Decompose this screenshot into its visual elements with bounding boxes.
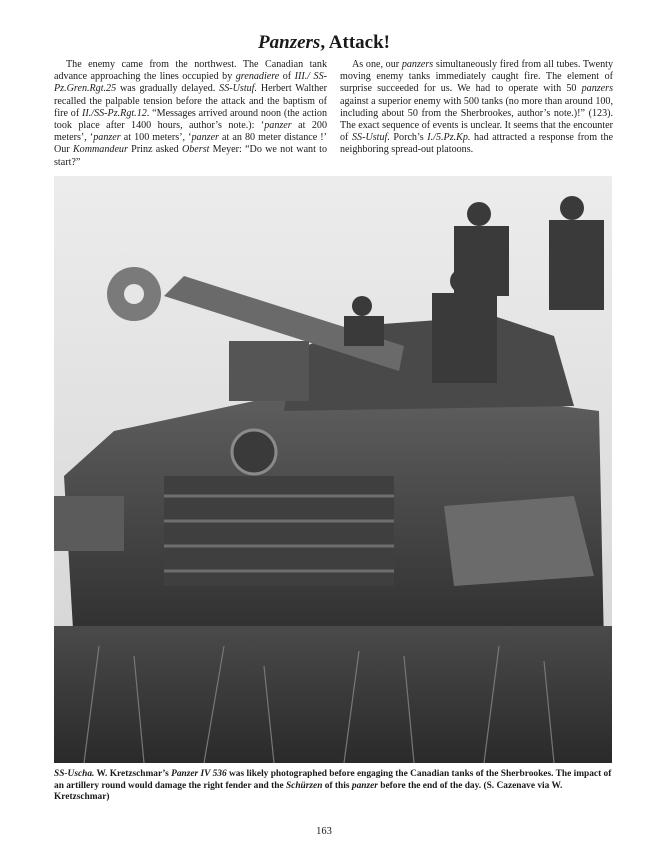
caption-run: before the end of the day. (S. Cazenave via W. Kretzschmar) — [54, 780, 563, 803]
left-column-run: at an 80 meter distance !’ Our — [54, 132, 327, 156]
title-italic: Panzers — [258, 32, 321, 53]
right-column-run: panzers — [581, 83, 613, 95]
caption-run: Schürzen — [285, 780, 323, 791]
left-column-run: Kommandeur — [72, 144, 128, 156]
right-column-run: simultaneously fired from all tubes. Twenty moving enemy tanks immediately caught fire. The element of surprise succeeded for us. We had to operate with 50 — [340, 59, 613, 95]
left-column-run: The enemy came from the northwest. The Canadian tank advance approaching the lines occupied by — [54, 59, 327, 83]
paragraph-right — [340, 59, 613, 157]
left-column-run: Herbert Walther recalled the palpable tension before the attack and the baptism of fire of — [54, 83, 327, 119]
left-column-run: panzer — [93, 132, 121, 144]
left-column-run: was gradually delayed. — [116, 83, 220, 95]
right-column-run: had attracted a response from the neighboring spread-out platoons. — [340, 132, 613, 156]
caption-run: of this — [322, 780, 352, 791]
left-column-run: SS-Ustuf. — [219, 83, 258, 95]
right-column-run: As one, our — [352, 59, 402, 70]
right-column-run: Porch’s — [389, 132, 428, 144]
title-rest: , Attack! — [320, 32, 390, 53]
left-column-run: of — [279, 71, 295, 83]
right-column-run: against a superior enemy with 500 tanks (no more than around 100, including about 50 from the Sherbrookes, author’s note.)!” (123). The exact sequence of events is unclear. It seems that the encounter of — [340, 95, 613, 144]
left-column-run: panzer — [191, 132, 219, 144]
left-column-run: at 200 meters’, ‘ — [54, 120, 327, 144]
panzer-photo — [54, 176, 612, 763]
paragraph-left — [54, 59, 327, 169]
left-column-run: III./ SS-Pz.Gren.Rgt.25 — [54, 71, 327, 95]
left-column-run: Meyer: “Do we not want to start?” — [54, 144, 328, 168]
left-column-run: panzer — [264, 120, 292, 132]
left-column-run: Prinz asked — [127, 144, 182, 156]
caption-run: W. Kretzschmar’s — [94, 769, 172, 779]
left-column-run: II./SS-Pz.Rgt.12 — [82, 107, 147, 119]
right-column-run: SS-Ustuf. — [351, 132, 390, 144]
caption-run: panzer — [351, 780, 378, 791]
page-title — [0, 32, 648, 54]
caption-run: was likely photographed before engaging the Canadian tanks of the Sherbrookes. The impact of an artillery round would damage the right fender and the — [54, 769, 612, 791]
right-column-run: I./5.Pz.Kp. — [427, 132, 471, 144]
left-column-run: . “Messages arrived around noon (the action took place after 1400 hours, author’s note.): ‘ — [54, 107, 328, 132]
page-number: 163 — [316, 826, 332, 837]
right-column-run: panzers — [401, 59, 434, 70]
photo-caption — [54, 769, 616, 804]
tank-fender-left — [54, 496, 124, 551]
left-column-run: grenadiere — [235, 71, 280, 83]
body-column-right — [340, 59, 613, 157]
caption-run: Panzer IV 536 — [171, 769, 227, 779]
left-column-run: Oberst — [181, 144, 210, 156]
caption-run: SS-Uscha. — [54, 769, 95, 779]
left-column-run: at 100 meters’, ‘ — [120, 132, 192, 144]
tank-fender-right — [444, 496, 594, 586]
body-column-left — [54, 59, 327, 169]
